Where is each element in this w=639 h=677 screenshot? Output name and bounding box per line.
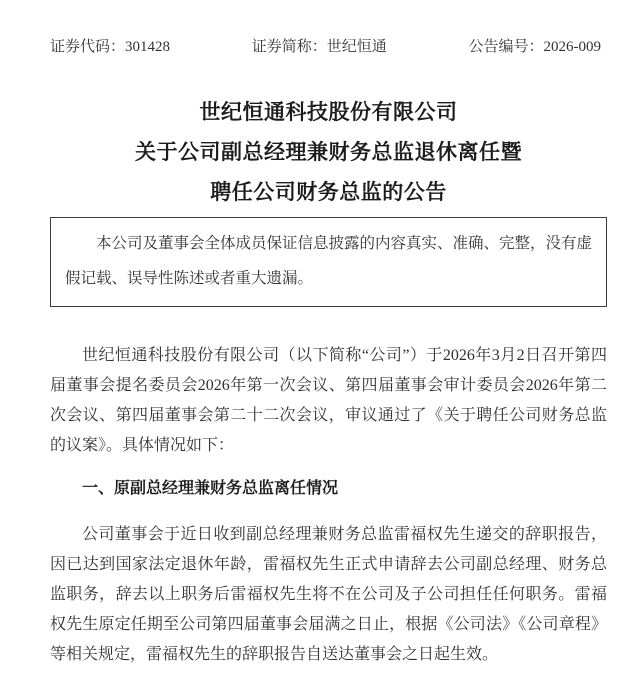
stock-name-label: 证券简称：: [251, 39, 327, 55]
stock-code-pair: [50, 38, 170, 56]
section-1-heading: 一、原副总经理兼财务总监离任情况: [82, 480, 339, 497]
document-content: [50, 38, 607, 670]
announcement-no-pair: [468, 38, 601, 56]
stock-code-label: 证券代码：: [50, 39, 126, 55]
announcement-no-label: 公告编号：: [468, 39, 544, 55]
document-title: [50, 100, 607, 206]
announcement-title-line-1: 关于公司副总经理兼财务总监退休离任暨: [135, 141, 522, 164]
stock-name-value: 世纪恒通: [326, 39, 387, 55]
stock-name-pair: [252, 38, 387, 56]
announcement-no-value: 2026-009: [543, 39, 601, 55]
company-name-title: 世纪恒通科技股份有限公司: [199, 101, 458, 124]
intro-paragraph: 世纪恒通科技股份有限公司（以下简称“公司”）于2026年3月2日召开第四届董事会提名委员会2026年第一次会议、第四届董事会审计委员会2026年第二次会议、第四届董事会第二十二次会议，审议通过了《关于聘任公司财务总监的议案》。具体情况如下：: [50, 347, 607, 454]
departure-paragraph: 公司董事会于近日收到副总经理兼财务总监雷福权先生递交的辞职报告，因已达到国家法定退休年龄，雷福权先生正式申请辞去公司副总经理、财务总监职务，辞去以上职务后雷福权先生将不在公司及子公司担任任何职务。雷福权先生原定任期至公司第四届董事会届满之日止，根据《公司法》《公司章程》等相关规定，雷福权先生的辞职报告自送达董事会之日起生效。: [50, 526, 607, 663]
announcement-title-line-2: 聘任公司财务总监的公告: [210, 181, 447, 204]
disclaimer-box: [50, 217, 607, 307]
stock-code-value: 301428: [125, 39, 171, 55]
securities-info-row: [50, 38, 607, 56]
disclaimer-text: 本公司及董事会全体成员保证信息披露的内容真实、准确、完整，没有虚假记载、误导性陈述或者重大遗漏。: [65, 235, 593, 287]
